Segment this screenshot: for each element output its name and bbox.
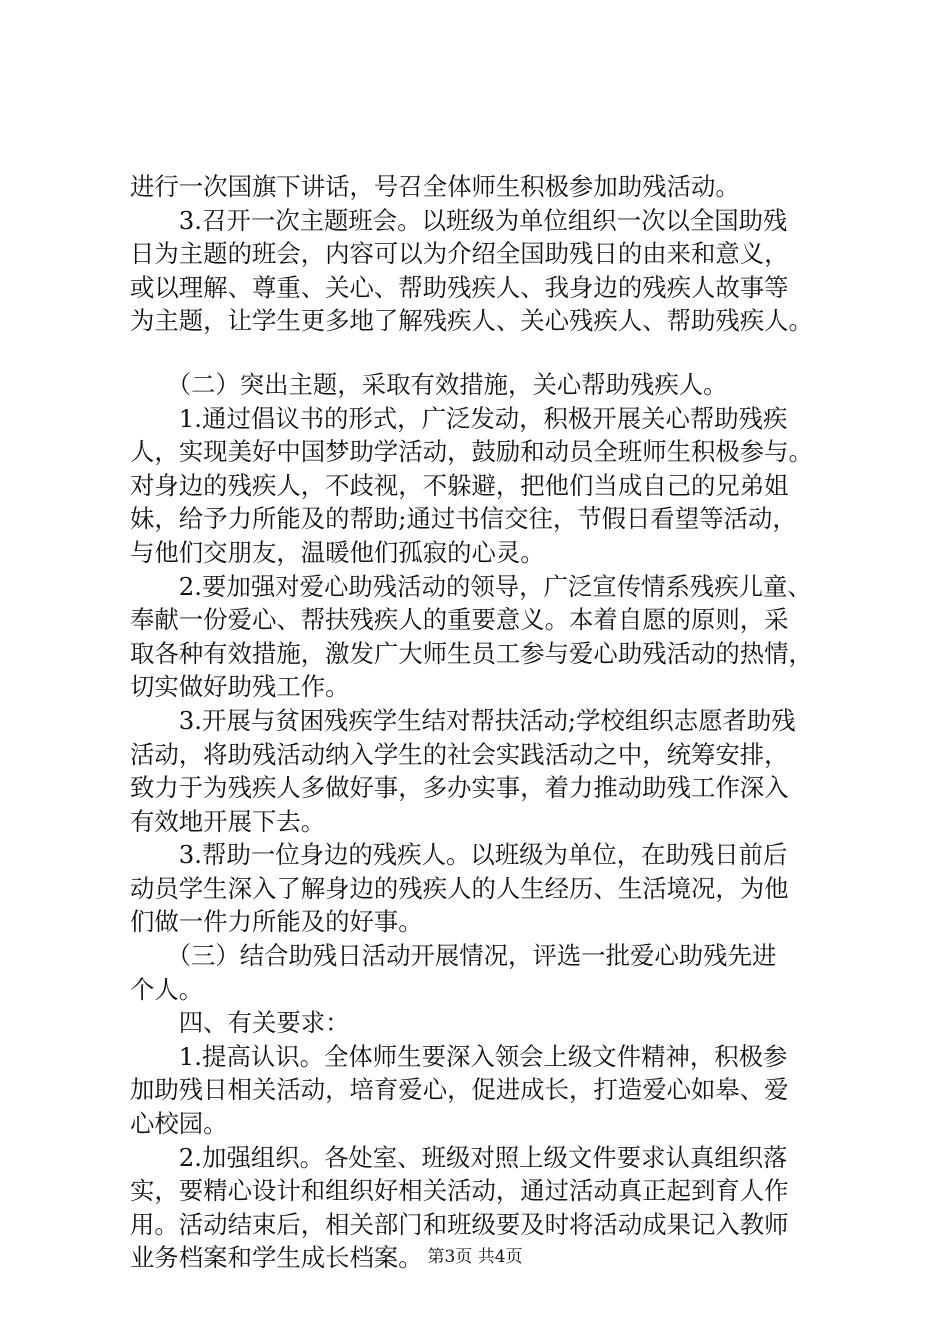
text-line: 实，要精心设计和组织好相关活动，通过活动真正起到育人作 [130,1176,789,1206]
text-line: 为主题，让学生更多地了解残疾人、关心残疾人、帮助残疾人。 [130,306,813,336]
text-line: 用。活动结束后，相关部门和班级要及时将活动成果记入教师 [130,1209,789,1239]
text-line: 日为主题的班会，内容可以为介绍全国助残日的由来和意义， [130,239,789,269]
text-line: 奉献一份爱心、帮扶残疾人的重要意义。本着自愿的原则，采 [130,605,789,635]
text-line: 取各种有效措施，激发广大师生员工参与爱心助残活动的热情， [130,638,813,668]
text-line: 动员学生深入了解身边的残疾人的人生经历、生活境况，为他 [130,873,789,903]
text-line: 切实做好助残工作。 [130,672,350,702]
text-line: 加助残日相关活动，培育爱心，促进成长，打造爱心如皋、爱 [130,1075,789,1105]
text-line: 2.要加强对爱心助残活动的领导，广泛宣传情系残疾儿童、 [130,571,812,601]
text-line: 或以理解、尊重、关心、帮助残疾人、我身边的残疾人故事等 [130,272,789,302]
paragraph-gap [130,338,844,368]
text-line: 3.召开一次主题班会。以班级为单位组织一次以全国助残 [130,205,788,235]
section-heading: 四、有关要求： [130,1008,350,1038]
text-line: 1.提高认识。全体师生要深入领会上级文件精神，积极参 [130,1041,788,1071]
text-line: 进行一次国旗下讲话，号召全体师生积极参加助残活动。 [130,172,740,201]
text-line: 与他们交朋友，温暖他们孤寂的心灵。 [130,537,545,567]
text-line: 妹，给予力所能及的帮助;通过书信交往，节假日看望等活动， [130,504,797,534]
text-line: 有效地开展下去。 [130,806,326,836]
section-heading: （三）结合助残日活动开展情况，评选一批爱心助残先进 [130,941,777,971]
text-line: 个人。 [130,974,204,1004]
text-line: 们做一件力所能及的好事。 [130,907,423,937]
document-body [130,170,844,1275]
text-line: 人，实现美好中国梦助学活动，鼓励和动员全班师生积极参与。 [130,437,813,467]
text-line: 1.通过倡议书的形式，广泛发动，积极开展关心帮助残疾 [130,403,788,433]
text-line: 活动，将助残活动纳入学生的社会实践活动之中，统筹安排， [130,739,789,769]
text-line: 3.开展与贫困残疾学生结对帮扶活动;学校组织志愿者助残 [130,705,796,735]
text-line: 心校园。 [130,1109,228,1139]
text-line: 2.加强组织。各处室、班级对照上级文件要求认真组织落 [130,1142,788,1172]
page-number-footer: 第3页 共4页 [427,1247,523,1267]
text-line: 对身边的残疾人，不歧视，不躲避，把他们当成自己的兄弟姐 [130,470,789,500]
text-line: 致力于为残疾人多做好事，多办实事，着力推动助残工作深入 [130,773,789,803]
text-line: 业务档案和学生成长档案。 [130,1243,423,1273]
text-line: 3.帮助一位身边的残疾人。以班级为单位，在助残日前后 [130,840,788,870]
section-heading: （二）突出主题，采取有效措施，关心帮助残疾人。 [130,369,728,399]
